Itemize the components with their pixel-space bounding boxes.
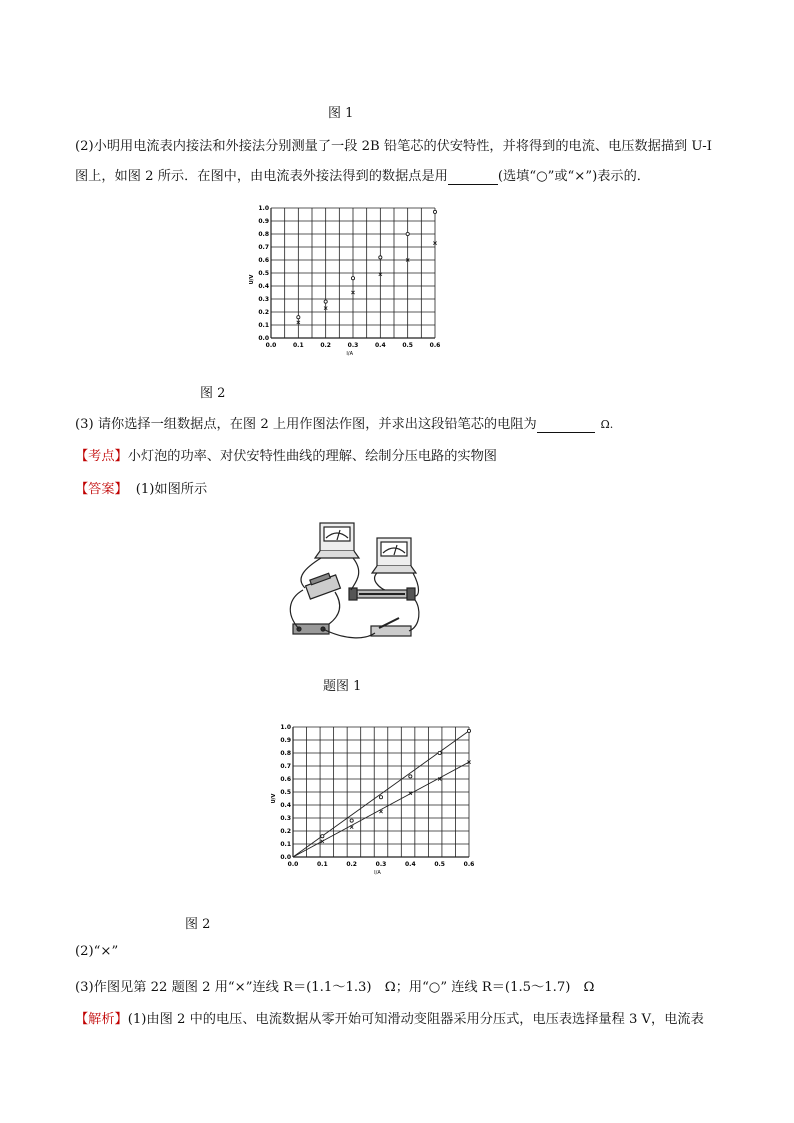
x-tick-label: 0.3 (375, 861, 387, 868)
y-tick-label: 0.4 (280, 802, 291, 809)
data-point-circle (379, 256, 382, 259)
x-tick-label: 0.4 (405, 861, 416, 868)
y-tick-label: 0.8 (258, 231, 269, 238)
y-tick-label: 1.0 (258, 205, 269, 212)
x-tick-label: 0.1 (317, 861, 328, 868)
jiexi-tag: 【解析】 (75, 1012, 128, 1027)
question-2-text-a: 图上，如图 2 所示．在图中，由电流表外接法得到的数据点是用 (75, 169, 448, 184)
ohm-unit: Ω. (600, 418, 614, 431)
data-point-circle (321, 835, 324, 838)
answer-3-line: (3)作图见第 22 题图 2 用“×”连线 R＝(1.1～1.3) Ω；用“○” 连线 R＝(1.5～1.7) Ω (75, 980, 595, 995)
ui-chart-question (245, 200, 455, 365)
y-tick-label: 0.9 (280, 737, 291, 744)
answer-line (75, 478, 207, 497)
y-tick-label: 0.7 (280, 763, 291, 770)
ui-chart-answer (265, 720, 480, 885)
data-point-circle (350, 819, 353, 822)
y-tick-label: 0.6 (280, 776, 291, 783)
y-tick-label: 0.7 (258, 244, 269, 251)
x-tick-label: 0.2 (320, 342, 331, 349)
fit-line (293, 731, 469, 857)
y-tick-label: 0.3 (258, 296, 269, 303)
y-tick-label: 0.1 (258, 322, 269, 329)
kaodian-tag: 【考点】 (75, 449, 128, 464)
y-tick-label: 0.0 (258, 335, 269, 342)
answer-blank-2 (448, 169, 498, 185)
y-tick-label: 0.0 (280, 854, 291, 861)
data-point-circle (351, 277, 354, 280)
x-tick-label: 0.1 (293, 342, 304, 349)
data-point-cross (350, 826, 353, 829)
answer-tag: 【答案】 (75, 482, 128, 497)
x-tick-label: 0.2 (346, 861, 357, 868)
x-tick-label: 0.6 (463, 861, 475, 868)
y-tick-label: 0.5 (258, 270, 269, 277)
answer-figure-1-caption: 题图 1 (323, 679, 362, 694)
y-tick-label: 1.0 (280, 724, 291, 731)
y-axis-label: U/V (249, 274, 255, 285)
y-tick-label: 0.8 (280, 750, 291, 757)
data-point-circle (438, 751, 441, 754)
answer-blank-3 (537, 417, 595, 433)
question-3-text-a: (3) 请你选择一组数据点，在图 2 上用作图法作图，并求出这段铅笔芯的电阻为 (75, 417, 537, 432)
kaodian-text: 小灯泡的功率、对伏安特性曲线的理解、绘制分压电路的实物图 (127, 449, 497, 464)
kaodian-line (75, 445, 497, 464)
x-tick-label: 0.0 (265, 342, 277, 349)
data-point-cross (379, 810, 382, 813)
y-tick-label: 0.1 (280, 841, 291, 848)
y-tick-label: 0.5 (280, 789, 291, 796)
y-tick-label: 0.9 (258, 218, 269, 225)
data-point-circle (297, 316, 300, 319)
data-point-circle (467, 729, 470, 732)
jiexi-text: (1)由图 2 中的电压、电流数据从零开始可知滑动变阻器采用分压式，电压表选择量程 3 V，电流表 (127, 1012, 704, 1027)
x-tick-label: 0.4 (375, 342, 386, 349)
y-tick-label: 0.6 (258, 257, 269, 264)
x-axis-label: I/A (346, 351, 354, 357)
question-3-line (75, 413, 613, 433)
y-tick-label: 0.2 (280, 828, 291, 835)
fit-line (293, 762, 469, 857)
question-2-text-b: (选填“○”或“×”)表示的． (497, 169, 650, 184)
question-2-line-1: (2)小明用电流表内接法和外接法分别测量了一段 2B 铅笔芯的伏安特性，并将得到的电流、电压数据描到 U-I (75, 139, 712, 154)
question-2-line-2 (75, 165, 650, 185)
y-axis-label: U/V (271, 793, 277, 804)
circuit-apparatus-illustration (285, 518, 425, 646)
answer-2-line: (2)“×” (75, 944, 119, 959)
y-tick-label: 0.4 (258, 283, 269, 290)
answer-text: (1)如图所示 (135, 482, 208, 497)
y-tick-label: 0.2 (258, 309, 269, 316)
figure-2-caption: 图 2 (200, 386, 226, 401)
data-point-circle (324, 300, 327, 303)
x-axis-label: I/A (374, 870, 381, 876)
figure-1-caption: 图 1 (328, 106, 354, 121)
x-tick-label: 0.6 (429, 342, 441, 349)
data-point-circle (406, 232, 409, 235)
data-point-circle (409, 775, 412, 778)
answer-figure-2-caption: 图 2 (185, 917, 211, 932)
x-tick-label: 0.0 (287, 861, 299, 868)
x-tick-label: 0.5 (434, 861, 445, 868)
jiexi-line (75, 1008, 704, 1027)
x-tick-label: 0.5 (402, 342, 413, 349)
data-point-circle (433, 210, 436, 213)
data-point-circle (379, 796, 382, 799)
x-tick-label: 0.3 (347, 342, 359, 349)
y-tick-label: 0.3 (280, 815, 291, 822)
